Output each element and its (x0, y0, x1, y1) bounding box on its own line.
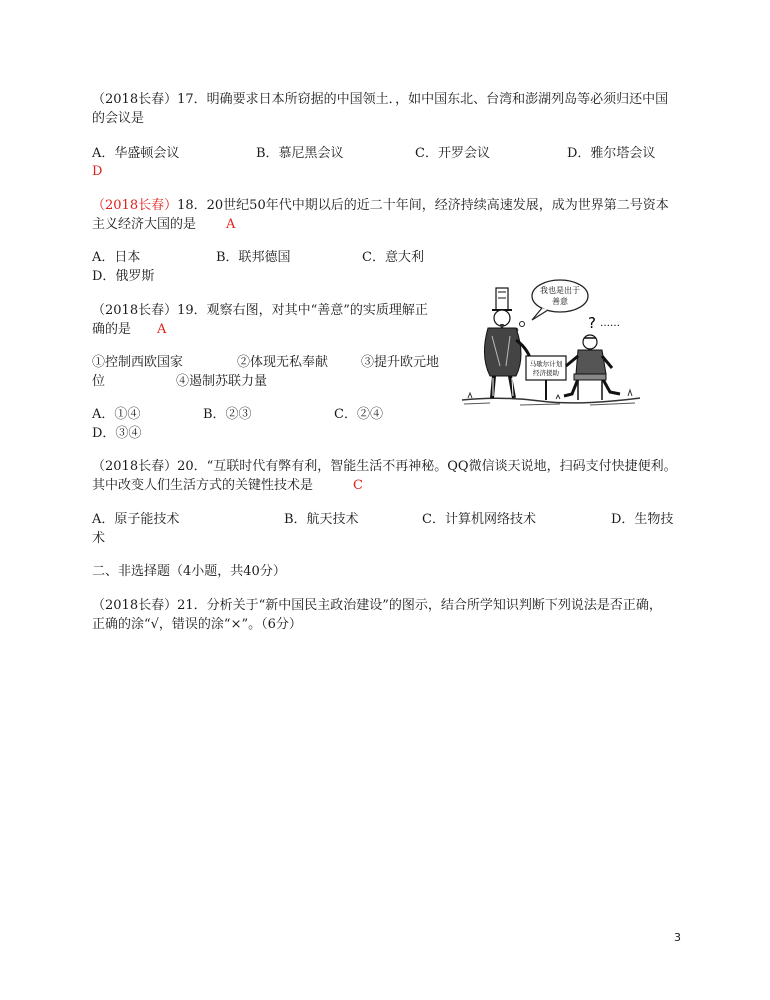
q19-answer: A (157, 322, 167, 337)
cartoon-bubble-line1: 我也是出于 (540, 286, 580, 295)
q19-option-d: D．③④ (92, 426, 142, 441)
q19-item-4: ④遏制苏联力量 (176, 374, 268, 389)
cartoon-bubble-line2: 善意 (552, 297, 568, 306)
q19-option-b: B．②③ (203, 407, 252, 422)
cartoon-sign-line1: 马歇尔计划 (529, 360, 563, 368)
q19-item-3: ③提升欧元地 (361, 355, 440, 370)
q18-stem-line2-text: 主义经济大国的是 (92, 217, 197, 232)
q17-option-a: A．华盛顿会议 (92, 146, 180, 161)
q20-stem-line2 (92, 477, 363, 495)
q20-stem-line2-text: 其中改变人们生活方式的关键性技术是 (92, 478, 314, 493)
page-number: 3 (674, 931, 681, 944)
q21-stem-line2: 正确的涂“√，错误的涂“×”。（6分） (92, 617, 302, 632)
q18-source-tag: （2018长春） (92, 198, 178, 213)
q21-stem-line1: （2018长春）21．分析关于“新中国民主政治建设”的图示，结合所学知识判断下列说法是否正确， (92, 598, 662, 613)
q18-option-d: D．俄罗斯 (92, 269, 155, 284)
q19-stem-line1: （2018长春）19．观察右图，对其中“善意”的实质理解正 (92, 303, 428, 318)
q18-stem-line1 (92, 197, 669, 215)
q20-option-d: D．生物技 (611, 512, 674, 527)
q17-stem-line2: 的会议是 (92, 111, 145, 126)
q19-item-1: ①控制西欧国家 (92, 355, 184, 370)
q20-option-b: B．航天技术 (284, 512, 359, 527)
q19-option-c: C．②④ (334, 407, 383, 422)
q20-option-a: A．原子能技术 (92, 512, 180, 527)
q19-option-a: A．①④ (92, 407, 141, 422)
marshall-plan-cartoon (460, 276, 645, 408)
q18-option-b: B．联邦德国 (216, 250, 291, 265)
q17-option-d: D．雅尔塔会议 (567, 146, 656, 161)
q17-stem-line1: （2018长春）17．明确要求日本所窃据的中国领土．，如中国东北、台湾和澎湖列岛等必须归还中国 (92, 92, 669, 107)
section-heading: 二、非选择题（4小题，共40分） (92, 564, 286, 579)
q20-option-d-wrap: 术 (92, 531, 106, 546)
cartoon-sign-line2: 经济援助 (533, 369, 559, 377)
q18-stem-line2 (92, 216, 235, 234)
q19-item-3-wrap: 位 (92, 374, 106, 389)
cartoon-question-mark: ? (588, 314, 596, 332)
cartoon-ellipsis: …… (600, 318, 620, 329)
q17-answer: D (92, 164, 103, 179)
q18-option-c: C．意大利 (362, 250, 424, 265)
q20-stem-line1: （2018长春）20．“互联时代有弊有利，智能生活不再神秘。QQ微信谈天说地，扫码支付快捷便利。 (92, 459, 677, 474)
q18-option-a: A．日本 (92, 250, 141, 265)
q19-item-2: ②体现无私奉献 (237, 355, 329, 370)
q19-stem-line2-text: 确的是 (92, 322, 132, 337)
q19-stem-line2 (92, 321, 166, 339)
q18-answer: A (226, 217, 236, 232)
q17-option-b: B．慕尼黑会议 (256, 146, 344, 161)
q20-answer: C (353, 478, 363, 493)
q18-stem-text: 18．20世纪50年代中期以后的近二十年间，经济持续高速发展，成为世界第二号资本 (177, 198, 669, 213)
q17-option-c: C．开罗会议 (415, 146, 490, 161)
q20-option-c: C．计算机网络技术 (422, 512, 536, 527)
